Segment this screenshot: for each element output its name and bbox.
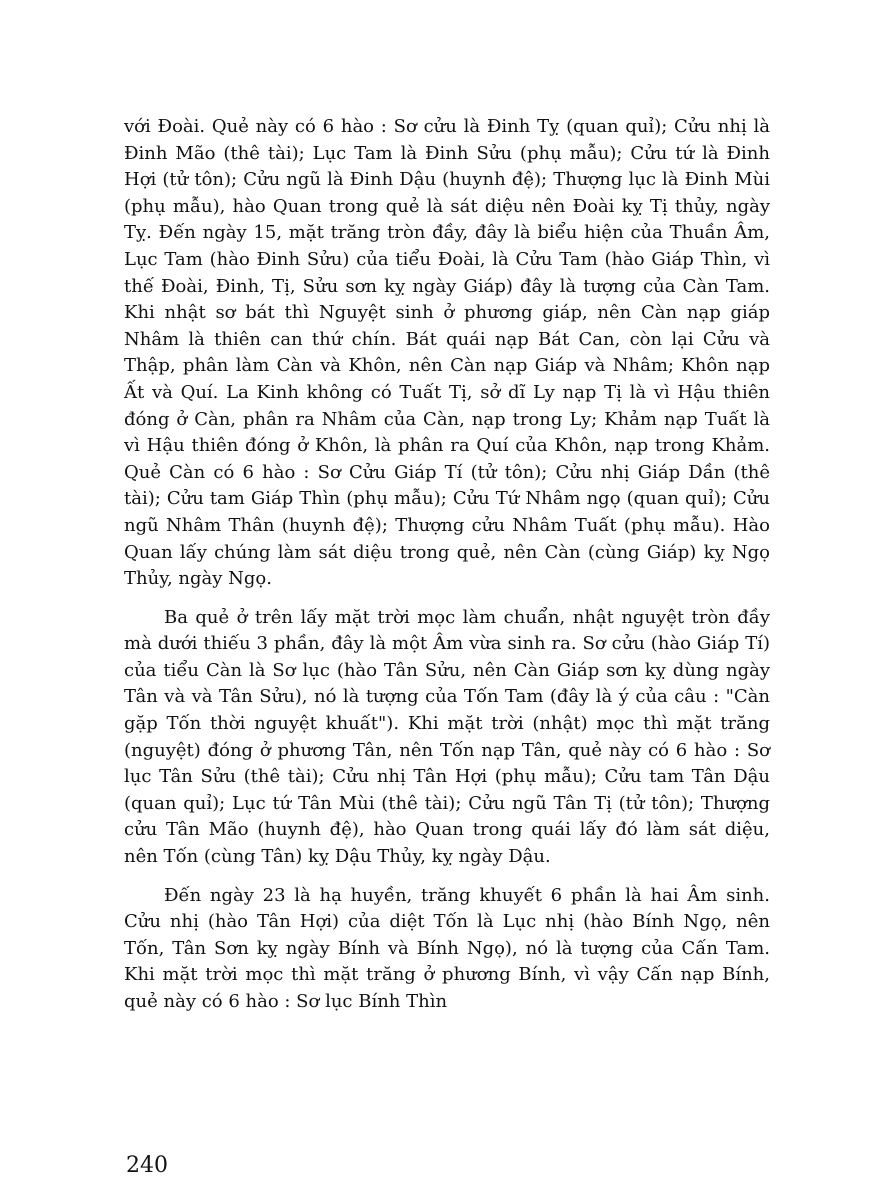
page-number: 240 <box>126 1153 168 1178</box>
body-text <box>124 114 770 1016</box>
paragraph-3: Đến ngày 23 là hạ huyền, trăng khuyết 6 phần là hai Âm sinh. Cửu nhị (hào Tân Hợi) của diệt Tốn là Lục nhị (hào Bính Ngọ, nên Tốn, Tân Sơn kỵ ngày Bính và Bính Ngọ), nó là tượng của Cấn Tam. Khi mặt trời mọc thì mặt trăng ở phương Bính, vì vậy Cấn nạp Bính, quẻ này có 6 hào : Sơ lục Bính Thìn <box>124 884 770 1012</box>
paragraph-1: với Đoài. Quẻ này có 6 hào : Sơ cửu là Đinh Tỵ (quan quỉ); Cửu nhị là Đinh Mão (thê tài); Lục Tam là Đinh Sửu (phụ mẫu); Cửu tứ là Đinh Hợi (tử tôn); Cửu ngũ là Đinh Dậu (huynh đệ); Thượng lục là Đinh Mùi (phụ mẫu), hào Quan trong quẻ là sát diệu nên Đoài kỵ Tị thủy, ngày Tỵ. Đến ngày 15, mặt trăng tròn đầy, đây là biểu hiện của Thuần Âm, Lục Tam (hào Đinh Sửu) của tiểu Đoài, là Cửu Tam (hào Giáp Thìn, vì thế Đoài, Đinh, Tị, Sửu sơn kỵ ngày Giáp) đây là tượng của Càn Tam. Khi nhật sơ bát thì Nguyệt sinh ở phương giáp, nên Càn nạp giáp Nhâm là thiên can thứ chín. Bát quái nạp Bát Can, còn lại Cửu và Thập, phân làm Càn và Khôn, nên Càn nạp Giáp và Nhâm; Khôn nạp Ất và Quí. La Kinh không có Tuất Tị, sở dĩ Ly nạp Tị là vì Hậu thiên đóng ở Càn, phân ra Nhâm của Càn, nạp trong Ly; Khảm nạp Tuất là vì Hậu thiên đóng ở Khôn, là phân ra Quí của Khôn, nạp trong Khảm. Quẻ Càn có 6 hào : Sơ Cửu Giáp Tí (tử tôn); Cửu nhị Giáp Dần (thê tài); Cửu tam Giáp Thìn (phụ mẫu); Cửu Tứ Nhâm ngọ (quan quỉ); Cửu ngũ Nhâm Thân (huynh đệ); Thượng cửu Nhâm Tuất (phụ mẫu). Hào Quan lấy chúng làm sát diệu trong quẻ, nên Càn (cùng Giáp) kỵ Ngọ Thủy, ngày Ngọ. <box>124 116 770 590</box>
paragraph-2: Ba quẻ ở trên lấy mặt trời mọc làm chuẩn, nhật nguyệt tròn đầy mà dưới thiếu 3 phần, đây là một Âm vừa sinh ra. Sơ cửu (hào Giáp Tí) của tiểu Càn là Sơ lục (hào Tân Sửu, nên Càn Giáp sơn kỵ dùng ngày Tân và và Tân Sửu), nó là tượng của Tốn Tam (đây là ý của câu : "Càn gặp Tốn thời nguyệt khuất"). Khi mặt trời (nhật) mọc thì mặt trăng (nguyệt) đóng ở phương Tân, nên Tốn nạp Tân, quẻ này có 6 hào : Sơ lục Tân Sửu (thê tài); Cửu nhị Tân Hợi (phụ mẫu); Cửu tam Tân Dậu (quan quỉ); Lục tứ Tân Mùi (thê tài); Cửu ngũ Tân Tị (tử tôn); Thượng cửu Tân Mão (huynh đệ), hào Quan trong quái lấy đó làm sát diệu, nên Tốn (cùng Tân) kỵ Dậu Thủy, kỵ ngày Dậu. <box>124 606 770 868</box>
